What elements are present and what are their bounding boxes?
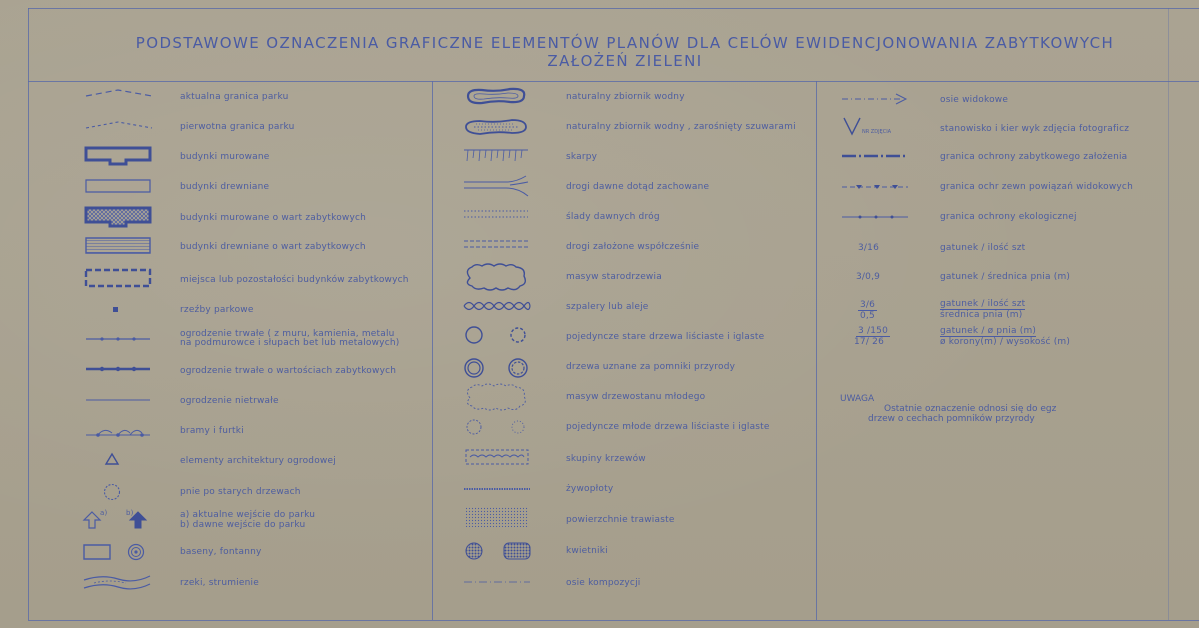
temporary-fence-icon bbox=[84, 396, 152, 404]
legend-label-2: ø korony(m) / wysokość (m) bbox=[940, 337, 1071, 347]
legend-label: pierwotna granica parku bbox=[180, 122, 295, 132]
legend-label: osie widokowe bbox=[940, 95, 1009, 105]
legend-label: osie kompozycji bbox=[566, 578, 641, 588]
legend-label: baseny, fontanny bbox=[180, 547, 262, 557]
overgrown-water-body-icon bbox=[462, 117, 530, 137]
legend-label: kwietniki bbox=[566, 546, 608, 556]
legend-label: skarpy bbox=[566, 152, 598, 162]
protection-boundary-icon bbox=[840, 152, 910, 160]
single-old-trees-icon bbox=[462, 324, 532, 346]
tag-a: a) bbox=[100, 509, 108, 517]
historic-fence-icon bbox=[84, 364, 152, 374]
note-heading: UWAGA bbox=[840, 394, 875, 404]
legend-label: granica ochrony ekologicznej bbox=[940, 212, 1077, 222]
pool-fountain-icon bbox=[82, 542, 152, 562]
grass-area-icon bbox=[462, 504, 532, 530]
legend-label: rzeźby parkowe bbox=[180, 305, 254, 315]
species-diameter-symbol: 3/0,9 bbox=[856, 272, 881, 282]
water-body-icon bbox=[462, 86, 530, 106]
triangle-icon bbox=[104, 452, 120, 466]
view-axis-arrow-icon bbox=[840, 92, 910, 106]
photo-number-tag: NR ZDJĘCIA bbox=[862, 129, 892, 135]
sculpture-icon bbox=[112, 306, 120, 314]
legend-label: budynki drewniane o wart zabytkowych bbox=[180, 242, 366, 252]
road-traces-icon bbox=[462, 208, 530, 220]
legend-label-2: średnica pnia (m) bbox=[940, 310, 1023, 320]
legend-label: drogi założone współcześnie bbox=[566, 242, 700, 252]
masonry-building-icon bbox=[84, 146, 152, 166]
legend-label: naturalny zbiornik wodny bbox=[566, 92, 685, 102]
monument-trees-icon bbox=[462, 356, 532, 380]
legend-label: szpalery lub aleje bbox=[566, 302, 649, 312]
flowerbed-icon bbox=[462, 540, 532, 562]
legend-label: budynki murowane bbox=[180, 152, 270, 162]
dashed-line-icon bbox=[84, 88, 154, 102]
legend-label: gatunek / średnica pnia (m) bbox=[940, 272, 1071, 282]
legend-label: pnie po starych drzewach bbox=[180, 487, 301, 497]
entrance-arrow-icon bbox=[82, 508, 152, 530]
legend-label: stanowisko i kier wyk zdjęcia fotograficz bbox=[940, 124, 1130, 134]
tree-dimensions-symbol: 3 /150 bbox=[858, 326, 888, 336]
legend-label: budynki murowane o wart zabytkowych bbox=[180, 213, 367, 223]
legend-label: bramy i furtki bbox=[180, 426, 244, 436]
legend-label: elementy architektury ogrodowej bbox=[180, 456, 336, 466]
species-count-diameter-symbol: 3/6 bbox=[860, 300, 876, 310]
legend-label: granica ochrony zabytkowego założenia bbox=[940, 152, 1128, 162]
species-count-symbol: 3/16 bbox=[858, 243, 880, 253]
note-line-1: Ostatnie oznaczenie odnosi się do egz bbox=[884, 404, 1057, 414]
legend-label: ślady dawnych dróg bbox=[566, 212, 660, 222]
legend-label: gatunek / ø pnia (m) bbox=[940, 326, 1037, 336]
legend-label: a) aktualne wejście do parku bbox=[180, 510, 316, 520]
legend-label: gatunek / ilość szt bbox=[940, 299, 1026, 309]
legend-label: drogi dawne dotąd zachowane bbox=[566, 182, 710, 192]
tree-dimensions-symbol-2: 17/ 26 bbox=[854, 337, 884, 347]
legend-label: ogrodzenie trwałe o wartościach zabytkowych bbox=[180, 366, 397, 376]
ecological-boundary-icon bbox=[840, 212, 910, 222]
wooden-building-icon bbox=[84, 178, 152, 194]
river-icon bbox=[82, 572, 152, 592]
legend-label: masyw drzewostanu młodego bbox=[566, 392, 706, 402]
legend-label: drzewa uznane za pomniki przyrody bbox=[566, 362, 736, 372]
stump-circle-icon bbox=[102, 482, 122, 502]
slope-icon bbox=[462, 146, 530, 164]
legend-label: pojedyncze stare drzewa liściaste i iglaste bbox=[566, 332, 765, 342]
note-line-2: drzew o cechach pomników przyrody bbox=[868, 414, 1035, 424]
legend-label: powierzchnie trawiaste bbox=[566, 515, 675, 525]
avenue-icon bbox=[462, 298, 532, 314]
legend-label: pojedyncze młode drzewa liściaste i iglaste bbox=[566, 422, 770, 432]
legend-label-2: na podmurowce i słupach bet lub metalowych) bbox=[180, 338, 400, 348]
view-protection-boundary-icon bbox=[840, 182, 910, 192]
legend-label: skupiny krzewów bbox=[566, 454, 646, 464]
legend-label: granica ochr zewn powiązań widokowych bbox=[940, 182, 1133, 192]
legend-label: miejsca lub pozostałości budynków zabytkowych bbox=[180, 275, 409, 285]
legend-label: aktualna granica parku bbox=[180, 92, 289, 102]
legend-label: ogrodzenie nietrwałe bbox=[180, 396, 279, 406]
tag-b: b) bbox=[126, 509, 134, 517]
legend-label: masyw starodrzewia bbox=[566, 272, 662, 282]
young-tree-mass-icon bbox=[462, 382, 530, 412]
dotted-dash-line-icon bbox=[84, 118, 154, 132]
title-line-2: ZAŁOŻEŃ ZIELENI bbox=[547, 52, 703, 70]
historic-masonry-building-icon bbox=[84, 206, 152, 228]
historic-wooden-building-icon bbox=[84, 236, 152, 256]
modern-road-icon bbox=[462, 238, 530, 250]
species-count-diameter-symbol-2: 0,5 bbox=[860, 311, 875, 321]
gate-icon bbox=[84, 424, 152, 440]
legend-label: gatunek / ilość szt bbox=[940, 243, 1026, 253]
old-road-icon bbox=[462, 174, 532, 198]
legend-label: rzeki, strumienie bbox=[180, 578, 259, 588]
legend-label: ogrodzenie trwałe ( z muru, kamienia, metalu bbox=[180, 329, 395, 339]
legend-label: naturalny zbiornik wodny , zarośnięty szuwarami bbox=[566, 122, 796, 132]
hedge-icon bbox=[462, 484, 532, 494]
legend-label-2: b) dawne wejście do parku bbox=[180, 520, 306, 530]
building-remains-icon bbox=[84, 268, 152, 290]
legend-label: budynki drewniane bbox=[180, 182, 270, 192]
old-tree-mass-icon bbox=[462, 262, 530, 292]
permanent-fence-icon bbox=[84, 334, 152, 344]
shrub-group-icon bbox=[462, 444, 532, 470]
single-young-trees-icon bbox=[462, 416, 532, 438]
composition-axis-icon bbox=[462, 578, 532, 586]
legend-label: żywopłoty bbox=[566, 484, 614, 494]
title-line-1: PODSTAWOWE OZNACZENIA GRAFICZNE ELEMENTÓW PLANÓW DLA CELÓW EWIDENCJONOWANIA ZABYTKOWYCH bbox=[135, 34, 1115, 52]
